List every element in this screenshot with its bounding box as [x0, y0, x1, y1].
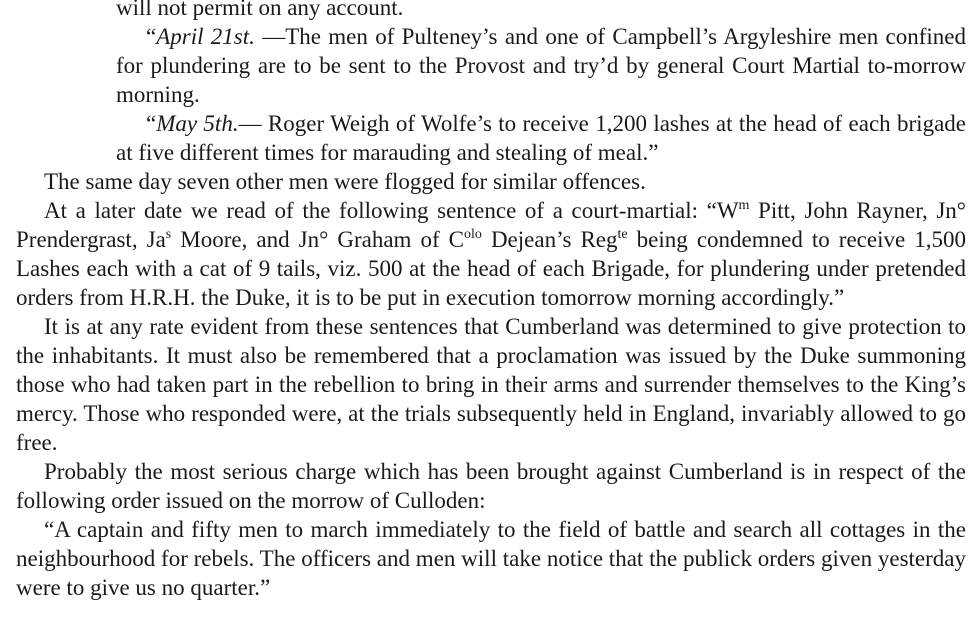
court-martial-text-a: At a later date we read of the following sentence of a court-martial: “W [44, 198, 739, 223]
court-martial-text-e: being condemned to receive 1,500 Lashes each with a cat of 9 tails, viz. 500 at the head of each Brigade, for plundering under pretended orders from H.R.H. the Duke, it is to be put in execution tomorrow morning accordingly.” [16, 227, 966, 310]
court-martial-text-c: Moore, and Jn° Graham of C [171, 227, 465, 252]
paragraph-same-day: The same day seven other men were flogged for similar offences. [44, 169, 646, 194]
order-text-april: —The men of Pulteney’s and one of Campbell’s Argyleshire men confined for plundering are to be sent to the Provost and try’d by general Court Martial to-morrow morning. [116, 24, 966, 107]
paragraph-court-martial [16, 196, 966, 312]
court-martial-text-d: Dejean’s Reg [481, 227, 618, 252]
quoted-orders-block [16, 0, 966, 167]
open-quote: “ [146, 24, 157, 49]
order-date-may: May 5th. [156, 111, 239, 136]
open-quote: “ [146, 111, 157, 136]
quote-paragraph-may-5 [116, 109, 966, 167]
document-page [16, 0, 966, 602]
order-text-may: — Roger Weigh of Wolfe’s to receive 1,200 lashes at the head of each brigade at five different times for marauding and stealing of meal.” [116, 111, 966, 165]
quote-paragraph-continuation: will not permit on any account. [116, 0, 404, 20]
superscript: te [617, 227, 628, 242]
quote-paragraph-april-21 [116, 22, 966, 109]
order-date-april: April 21st. [156, 24, 255, 49]
superscript: s [165, 227, 172, 242]
superscript: m [738, 198, 750, 213]
paragraph-serious-charge: Probably the most serious charge which has been brought against Cumberland is in respect of the following order issued on the morrow of Culloden: [16, 459, 966, 513]
court-martial-text-b: Pitt, John Rayner, Jn° Prendergrast, Ja [16, 198, 966, 252]
paragraph-order-quote: “A captain and fifty men to march immediately to the field of battle and search all cottages in the neighbourhood for rebels. The officers and men will take notice that the publick orders given yesterday were to give us no quarter.” [16, 517, 966, 600]
superscript: olo [464, 227, 482, 242]
paragraph-protection: It is at any rate evident from these sentences that Cumberland was determined to give protection to the inhabitants. It must also be remembered that a proclamation was issued by the Duke summoning those who had taken part in the rebellion to bring in their arms and surrender themselves to the King’s mercy. Those who responded were, at the trials subsequently held in England, invariably allowed to go free. [16, 314, 966, 455]
